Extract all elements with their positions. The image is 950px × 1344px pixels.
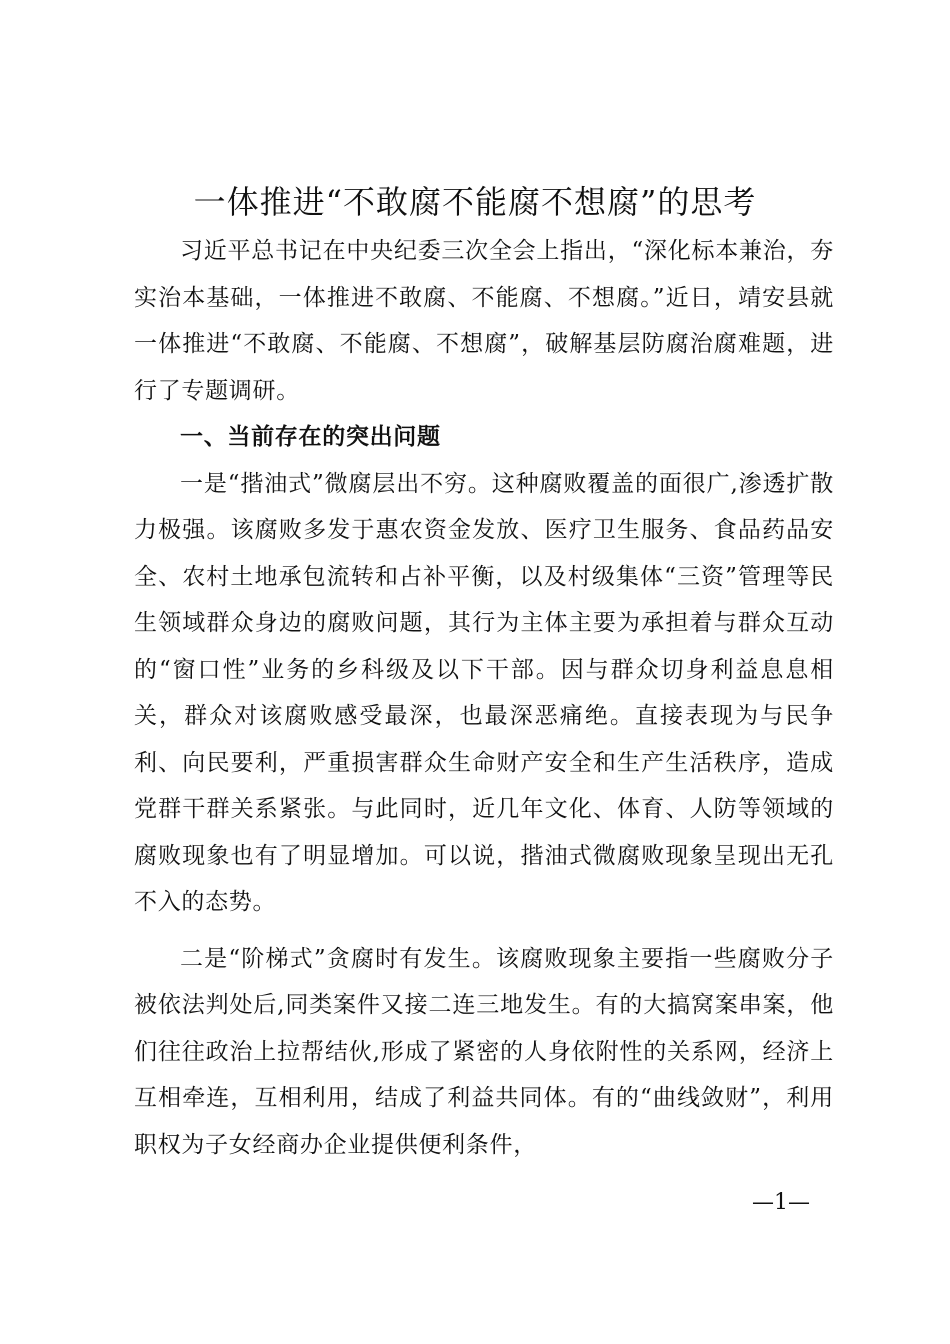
document-title: 一体推进“不敢腐不能腐不想腐”的思考 bbox=[193, 183, 757, 221]
page-number: —1— bbox=[752, 1190, 810, 1215]
section-heading: 一、当前存在的突出问题 bbox=[180, 424, 441, 450]
body-paragraph: 一是“揩油式”微腐层出不穷。这种腐败覆盖的面很广,渗透扩散力极强。该腐败多发于惠农资金发放、医疗卫生服务、食品药品安全、农村土地承包流转和占补平衡，以及村级集体“三资”管理等民生领域群众身边的腐败问题，其行为主体主要为承担着与群众互动的“窗口性”业务的乡科级及以下干部。因与群众切身利益息息相关，群众对该腐败感受最深，也最深恶痛绝。直接表现为与民争利、向民要利，严重损害群众生命财产安全和生产生活秩序，造成党群干群关系紧张。与此同时，近几年文化、体育、人防等领域的腐败现象也有了明显增加。可以说，揩油式微腐败现象呈现出无孔不入的态势。 bbox=[134, 470, 834, 915]
document-body bbox=[134, 228, 834, 1168]
body-paragraph: 二是“阶梯式”贪腐时有发生。该腐败现象主要指一些腐败分子被依法判处后,同类案件又接二连三地发生。有的大搞窝案串案，他们往往政治上拉帮结伙,形成了紧密的人身依附性的关系网，经济上互相牵连，互相利用，结成了利益共同体。有的“曲线敛财”，利用职权为子女经商办企业提供便利条件， bbox=[134, 945, 834, 1158]
intro-paragraph: 习近平总书记在中央纪委三次全会上指出，“深化标本兼治，夯实治本基础，一体推进不敢腐、不能腐、不想腐。”近日，靖安县就一体推进“不敢腐、不能腐、不想腐”，破解基层防腐治腐难题，进行了专题调研。 bbox=[134, 238, 834, 404]
